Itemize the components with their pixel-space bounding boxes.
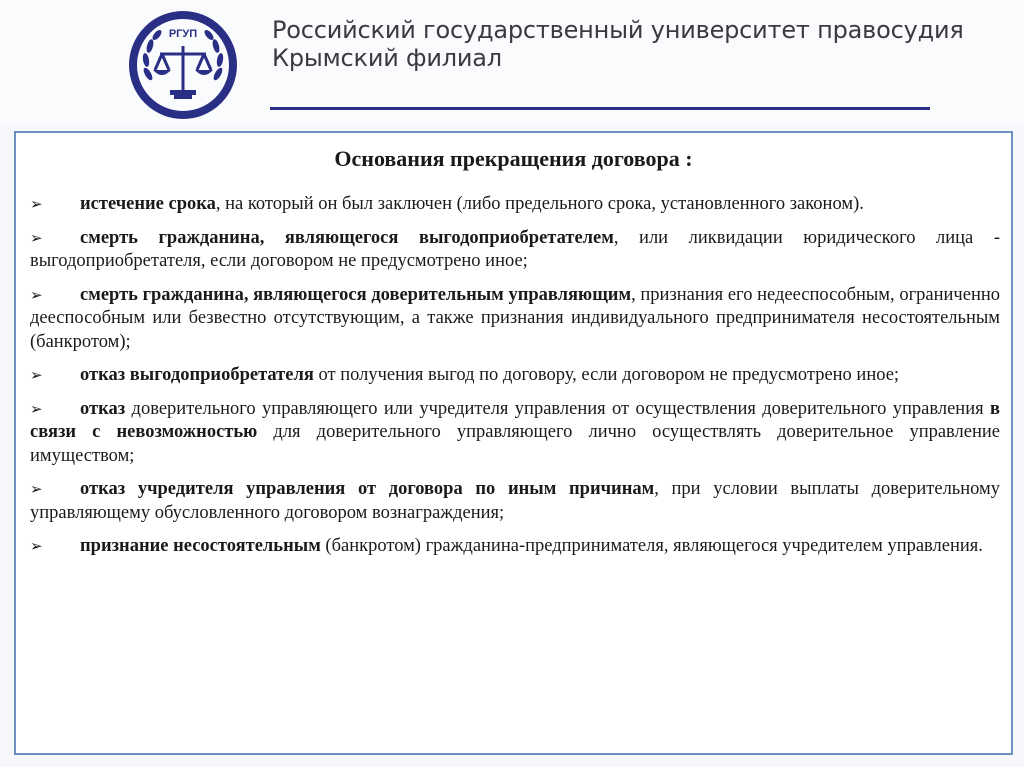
arrow-bullet-icon: ➢ <box>30 399 43 418</box>
university-title <box>272 16 964 72</box>
item-text: , на который он был заключен (либо предельного срока, установленного законом). <box>215 194 864 214</box>
slide-header <box>0 0 1024 125</box>
item-text: доверительного управляющего или учредителя управления от осуществления доверительного управления <box>125 398 990 419</box>
item-text: , признания его недееспособным, ограниченно дееспособным или безвестно отсутствующим, а также признания индивидуального предпринимателя несостоятельным (банкротом); <box>30 284 1000 352</box>
header-divider <box>270 107 930 110</box>
university-logo <box>124 4 242 122</box>
arrow-bullet-icon: ➢ <box>30 480 43 498</box>
university-name: Российский государственный университет правосудия <box>272 16 964 44</box>
content-frame <box>14 131 1013 755</box>
arrow-bullet-icon: ➢ <box>30 366 43 384</box>
logo-text: РГУП <box>168 28 198 40</box>
list-item <box>30 284 1000 355</box>
item-text: , или ликвидации юридического лица - выгодоприобретателя, если договором не предусмотрено иное; <box>30 227 1000 271</box>
item-text: от получения выгод по договору, если договором не предусмотрено иное; <box>313 365 900 385</box>
scales-icon <box>155 46 211 92</box>
slide-heading: Основания прекращения договора : <box>334 146 693 171</box>
item-emphasis: отказ <box>80 398 126 419</box>
item-emphasis: смерть гражданина, являющегося доверительным управляющим <box>80 284 632 305</box>
arrow-bullet-icon: ➢ <box>30 228 43 247</box>
branch-name: Крымский филиал <box>272 44 502 72</box>
item-emphasis: отказ выгодоприобретателя <box>80 365 314 385</box>
item-text-secondary: для доверительного управляющего лично осуществлять доверительное управление имуществом; <box>30 422 1000 466</box>
list-item <box>30 193 1000 217</box>
item-emphasis: смерть гражданина, являющегося выгодоприобретателем <box>80 227 614 248</box>
list-item <box>30 227 1000 274</box>
list-item <box>30 535 1000 559</box>
item-emphasis: отказ учредителя управления от договора по иным причинам <box>80 479 655 499</box>
item-text: (банкротом) гражданина-предпринимателя, являющегося учредителем управления. <box>320 536 983 556</box>
list-item <box>30 398 1000 469</box>
item-emphasis: истечение срока <box>80 194 216 214</box>
item-text: , при условии выплаты доверительному управляющему обусловленного договором вознаграждения; <box>30 479 1000 523</box>
arrow-bullet-icon: ➢ <box>30 285 43 304</box>
item-emphasis: признание несостоятельным <box>80 536 321 556</box>
arrow-bullet-icon: ➢ <box>30 537 43 555</box>
grounds-list <box>30 193 1000 569</box>
list-item <box>30 364 1000 388</box>
item-emphasis-secondary: в связи с невозможностью <box>30 398 1000 442</box>
list-item <box>30 478 1000 525</box>
arrow-bullet-icon: ➢ <box>30 195 43 213</box>
